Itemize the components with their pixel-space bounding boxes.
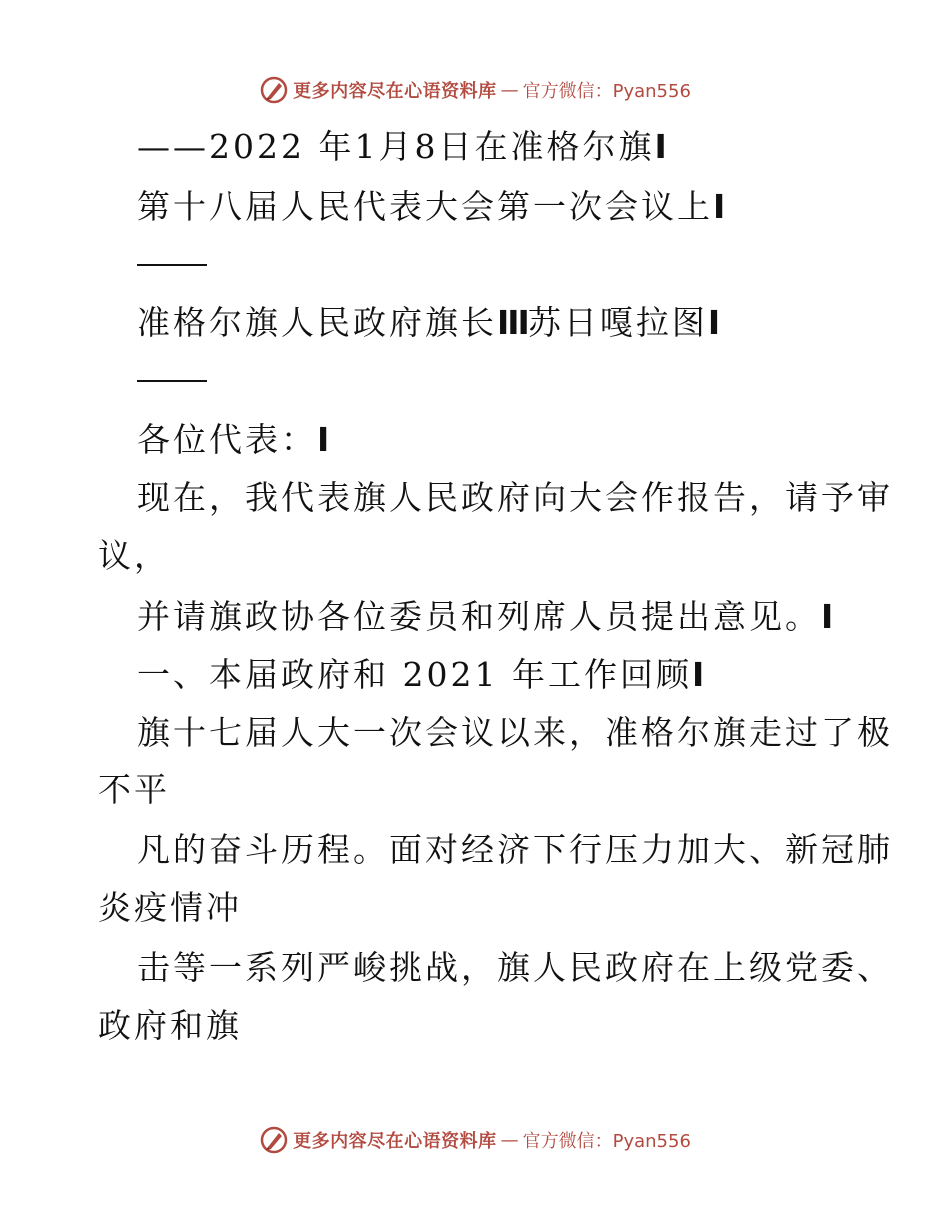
banner-wechat: 官方微信：Pyan556	[522, 81, 691, 102]
quill-pen-logo-icon	[259, 75, 289, 105]
body-line: 政府和旗	[98, 1006, 242, 1045]
banner-separator: —	[500, 79, 519, 101]
banner-brand: 更多内容尽在心语资料库	[293, 81, 497, 102]
banner-wechat: 官方微信：Pyan556	[522, 1131, 691, 1152]
body-line: 不平	[98, 770, 170, 809]
footer-banner	[0, 1120, 950, 1160]
line-break-mark: ⅠⅠⅠ	[497, 303, 528, 342]
body-line: 旗十七届人大一次会议以来，准格尔旗走过了极	[137, 713, 893, 752]
dash-divider	[137, 380, 207, 382]
body-line: 议，	[98, 536, 170, 575]
quill-pen-logo-icon	[259, 1125, 289, 1155]
body-line: 并请旗政协各位委员和列席人员提出意见。Ⅰ	[137, 597, 832, 636]
banner-separator: —	[500, 1129, 519, 1151]
section-heading: 一、本届政府和 2021 年工作回顾Ⅰ	[137, 655, 703, 694]
report-speaker-line: 准格尔旗人民政府旗长ⅠⅠⅠ苏日嘎拉图Ⅰ	[137, 303, 719, 342]
line-break-mark: Ⅰ	[691, 655, 703, 694]
dash-divider	[137, 264, 207, 266]
salutation-line: 各位代表：Ⅰ	[137, 420, 328, 459]
body-line: 凡的奋斗历程。面对经济下行压力加大、新冠肺	[137, 830, 893, 869]
body-line: 炎疫情冲	[98, 888, 242, 927]
body-line: 击等一系列严峻挑战，旗人民政府在上级党委、	[137, 948, 893, 987]
line-break-mark: Ⅰ	[713, 187, 724, 226]
line-break-mark: Ⅰ	[317, 420, 328, 459]
line-break-mark: Ⅰ	[654, 127, 665, 166]
body-line: 现在，我代表旗人民政府向大会作报告，请予审	[137, 478, 893, 517]
header-banner	[0, 70, 950, 110]
line-break-mark: Ⅰ	[821, 597, 832, 636]
report-date-line: ——2022 年1月8日在准格尔旗Ⅰ	[137, 127, 665, 166]
report-meeting-line: 第十八届人民代表大会第一次会议上Ⅰ	[137, 187, 724, 226]
banner-brand: 更多内容尽在心语资料库	[293, 1131, 497, 1152]
line-break-mark: Ⅰ	[707, 303, 719, 342]
